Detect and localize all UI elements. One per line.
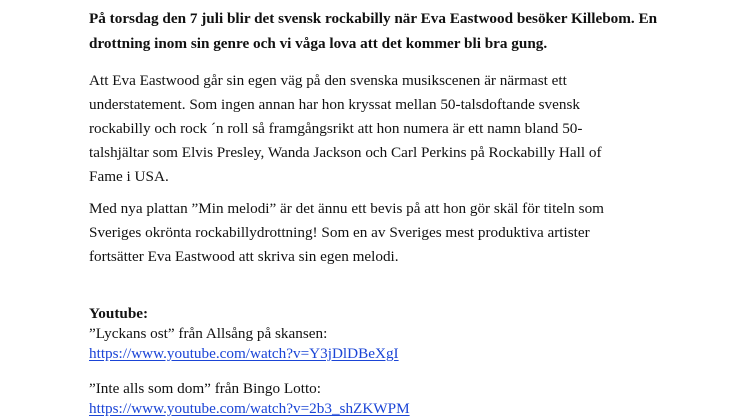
youtube-link-2[interactable]: https://www.youtube.com/watch?v=2b3_shZKWPM bbox=[89, 400, 410, 417]
paragraph2-line-2: Sveriges okrönta rockabillydrottning! Som en av Sveriges mest produktiva artister bbox=[89, 224, 590, 241]
youtube-link-1[interactable]: https://www.youtube.com/watch?v=Y3jDlDBeXgI bbox=[89, 345, 399, 362]
youtube-link-2-caption: ”Inte alls som dom” från Bingo Lotto: bbox=[89, 380, 321, 397]
paragraph2-line-1: Med nya plattan ”Min melodi” är det ännu ett bevis på att hon gör skäl för titeln som bbox=[89, 200, 604, 217]
paragraph1-line-3: rockabilly och rock ´n roll så framgångsrikt att hon numera är ett namn bland 50- bbox=[89, 120, 583, 137]
paragraph1-line-2: understatement. Som ingen annan har hon kryssat mellan 50-talsdoftande svensk bbox=[89, 96, 580, 113]
intro-line-1: På torsdag den 7 juli blir det svensk rockabilly när Eva Eastwood besöker Killebom. En bbox=[89, 10, 658, 27]
paragraph1-line-5: Fame i USA. bbox=[89, 168, 169, 185]
intro-line-2: drottning inom sin genre och vi våga lova att det kommer bli bra gung. bbox=[89, 35, 548, 52]
paragraph2-line-3: fortsätter Eva Eastwood att skriva sin egen melodi. bbox=[89, 248, 399, 265]
paragraph1-line-4: talshjältar som Elvis Presley, Wanda Jackson och Carl Perkins på Rockabilly Hall of bbox=[89, 144, 602, 161]
youtube-heading: Youtube: bbox=[89, 305, 149, 322]
paragraph1-line-1: Att Eva Eastwood går sin egen väg på den svenska musikscenen är närmast ett bbox=[89, 72, 567, 89]
youtube-link-1-caption: ”Lyckans ost” från Allsång på skansen: bbox=[89, 325, 328, 342]
